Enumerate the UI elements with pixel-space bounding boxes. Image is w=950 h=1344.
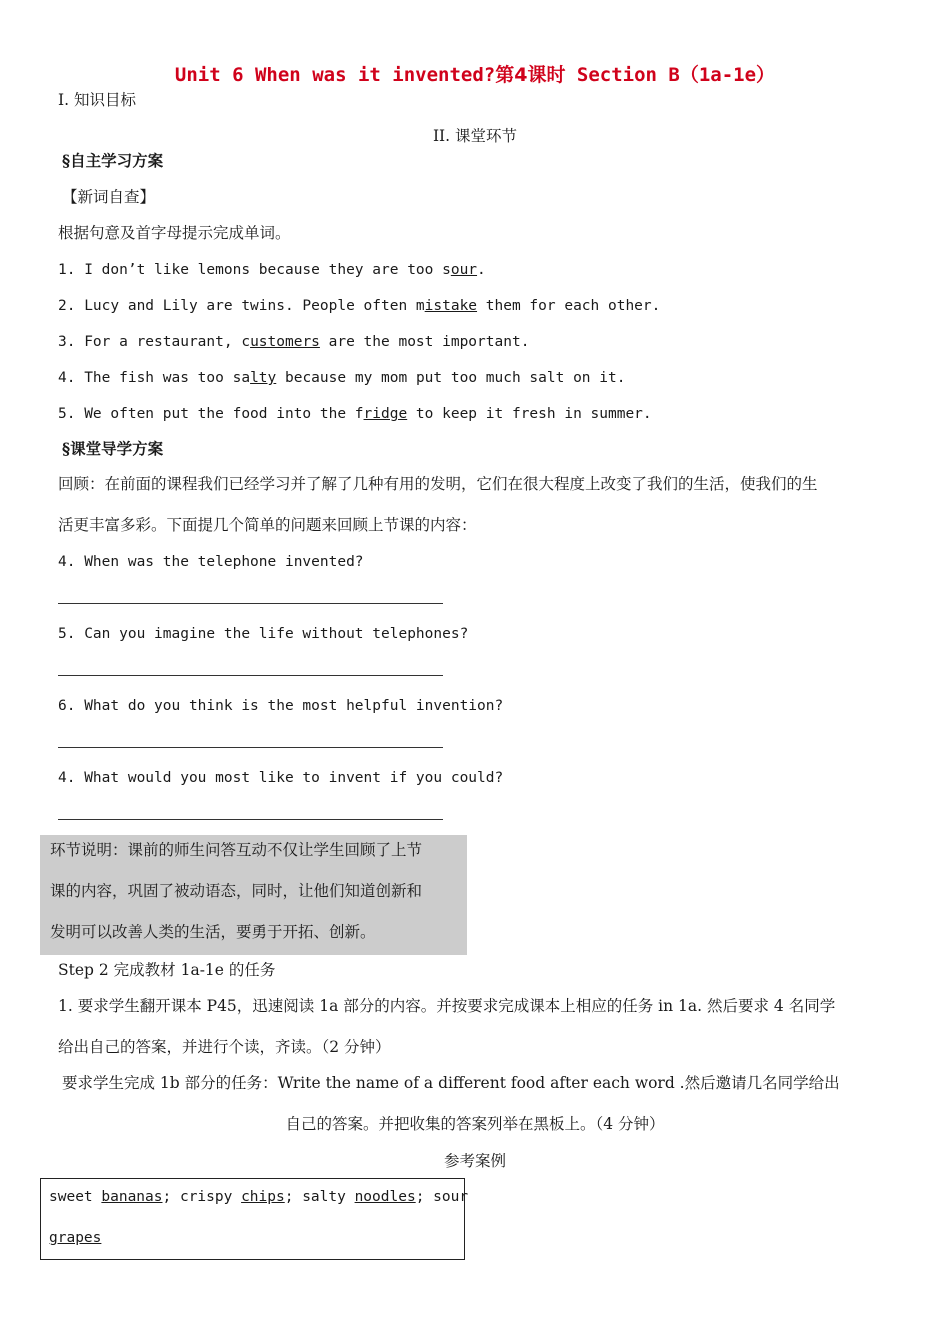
section-knowledge-goals: I. 知识目标 xyxy=(58,91,136,109)
case-text: ; salty xyxy=(284,1189,355,1205)
word-item-text: 2. Lucy and Lily are twins. People often m xyxy=(58,298,425,314)
step2-task1-line: 1. 要求学生翻开课本 P45，迅速阅读 1a 部分的内容。并按要求完成课本上相应的任务 in 1a. 然后要求 4 名同学 xyxy=(58,997,836,1015)
word-item-answer: our xyxy=(450,262,478,278)
word-item-text: 3. For a restaurant, c xyxy=(58,334,251,350)
step2-heading: Step 2 完成教材 1a-1e 的任务 xyxy=(58,961,276,979)
word-item-text: to keep it fresh in summer. xyxy=(407,406,652,422)
answer-blank-line xyxy=(58,675,443,676)
page-title xyxy=(0,62,950,88)
review-paragraph-line: 活更丰富多彩。下面提几个简单的问题来回顾上节课的内容： xyxy=(58,516,477,534)
case-text: ; crispy xyxy=(162,1189,242,1205)
word-item xyxy=(58,296,660,316)
title-unit: Unit 6 When was it invented? xyxy=(174,64,496,86)
step-note-box xyxy=(40,835,467,955)
case-food: grapes xyxy=(49,1230,102,1246)
step2-task1-line: 给出自己的答案，并进行个读，齐读。（2 分钟） xyxy=(58,1038,391,1056)
reference-case-box xyxy=(40,1178,469,1260)
word-item-text: them for each other. xyxy=(477,298,661,314)
title-section: Section B（1a-1e） xyxy=(576,64,776,86)
new-words-check-heading: 【新词自查】 xyxy=(62,188,156,206)
word-item-answer: lty xyxy=(250,370,277,386)
step2-task2-line: 要求学生完成 1b 部分的任务：Write the name of a different food after each word .然后邀请几名同学给出 xyxy=(62,1074,840,1092)
word-item xyxy=(58,404,652,424)
step-note-line: 环节说明：课前的师生问答互动不仅让学生回顾了上节 xyxy=(50,841,423,859)
review-paragraph-line: 回顾：在前面的课程我们已经学习并了解了几种有用的发明，它们在很大程度上改变了我们的生活，使我们的生 xyxy=(58,475,818,493)
review-question: 4. When was the telephone invented? xyxy=(58,554,364,570)
word-item-text: 4. The fish was too sa xyxy=(58,370,251,386)
review-question: 6. What do you think is the most helpful invention? xyxy=(58,698,504,714)
title-lesson: 第4课时 xyxy=(495,64,566,86)
word-item-text: . xyxy=(477,262,486,278)
word-item-answer: istake xyxy=(424,298,478,314)
answer-blank-line xyxy=(58,819,443,820)
step-note-line: 课的内容，巩固了被动语态，同时，让他们知道创新和 xyxy=(50,882,423,900)
self-study-heading: §自主学习方案 xyxy=(62,151,164,170)
word-item-answer: ustomers xyxy=(250,334,320,350)
reference-case-line xyxy=(49,1189,468,1205)
answer-blank-line xyxy=(58,603,443,604)
word-item-text: because my mom put too much salt on it. xyxy=(276,370,626,386)
reference-case-label: 参考案例 xyxy=(443,1152,506,1170)
section-class-steps: II. 课堂环节 xyxy=(432,127,518,145)
review-question: 5. Can you imagine the life without telephones? xyxy=(58,626,469,642)
case-food: noodles xyxy=(354,1189,416,1205)
answer-blank-line xyxy=(58,747,443,748)
word-item xyxy=(58,332,529,352)
word-item xyxy=(58,260,486,280)
step2-task2-line: 自己的答案。并把收集的答案列举在黑板上。（4 分钟） xyxy=(285,1115,665,1133)
word-item-answer: ridge xyxy=(363,406,408,422)
fill-in-instruction: 根据句意及首字母提示完成单词。 xyxy=(58,224,291,242)
reference-case-line xyxy=(49,1230,101,1246)
word-item-text: 1. I don’t like lemons because they are too s xyxy=(58,262,451,278)
step-note-line: 发明可以改善人类的生活，要勇于开拓、创新。 xyxy=(50,923,376,941)
class-guide-heading: §课堂导学方案 xyxy=(62,439,164,458)
word-item-text: are the most important. xyxy=(319,334,530,350)
case-text: ; sour xyxy=(415,1189,469,1205)
review-question: 4. What would you most like to invent if you could? xyxy=(58,770,504,786)
word-item xyxy=(58,368,625,388)
case-food: chips xyxy=(241,1189,285,1205)
case-food: bananas xyxy=(101,1189,163,1205)
word-item-text: 5. We often put the food into the f xyxy=(58,406,364,422)
case-text: sweet xyxy=(49,1189,102,1205)
